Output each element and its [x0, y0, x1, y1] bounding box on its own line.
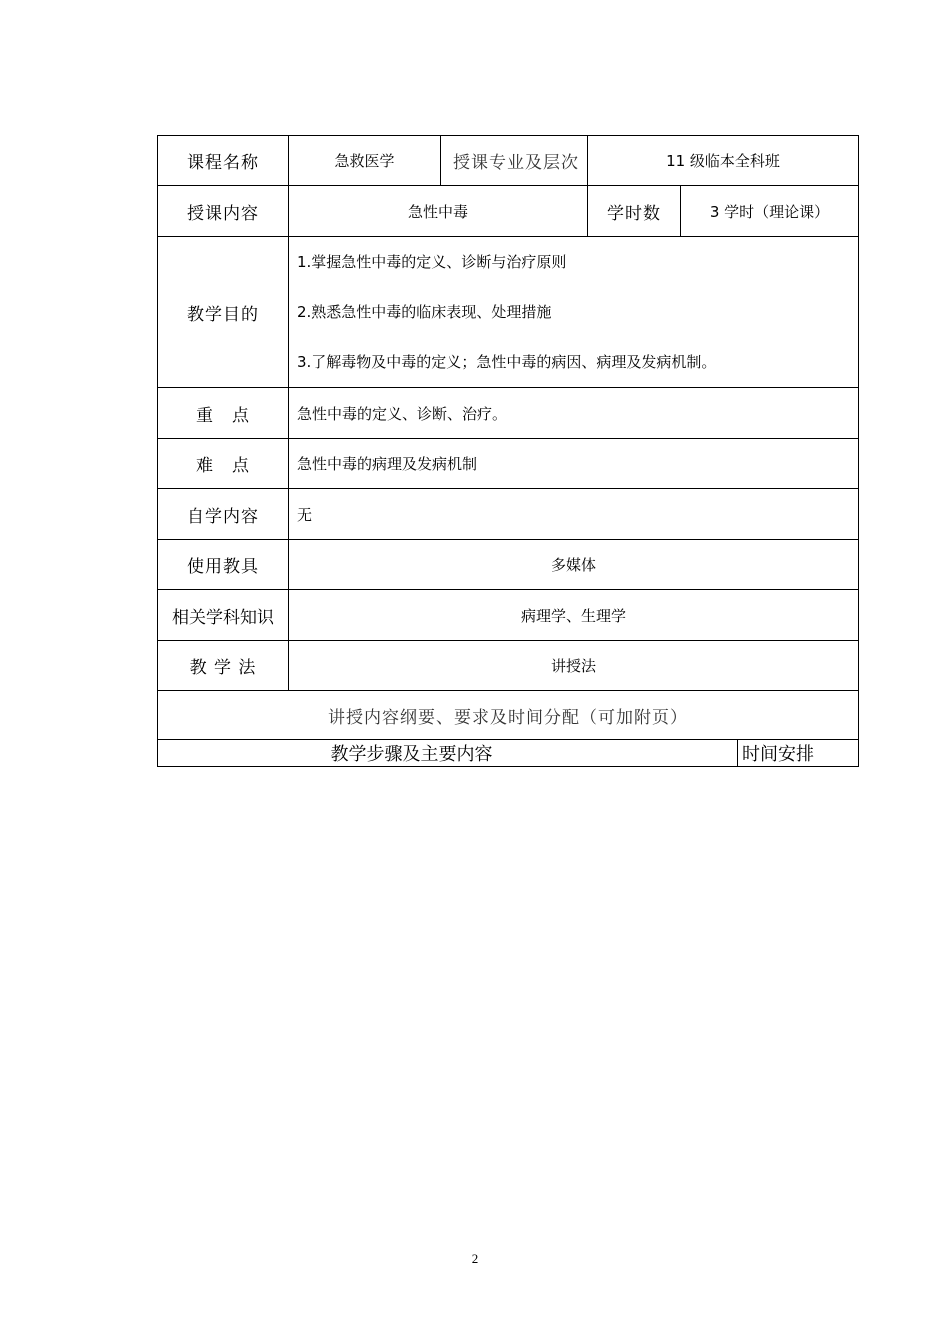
- difficult-points-value: 急性中毒的病理及发病机制: [289, 439, 859, 489]
- hours-value: 3 学时（理论课）: [681, 186, 859, 237]
- goals-label: 教学目的: [158, 237, 289, 388]
- key-points-value: 急性中毒的定义、诊断、治疗。: [289, 388, 859, 439]
- row-goals: [158, 237, 859, 388]
- related-subjects-value: 病理学、生理学: [289, 590, 859, 641]
- lesson-plan-table: [157, 135, 859, 767]
- row-tools: [158, 540, 859, 590]
- method-label: 教 学 法: [158, 641, 289, 691]
- row-outline-header: [158, 691, 859, 740]
- method-value: 讲授法: [289, 641, 859, 691]
- outline-header: 讲授内容纲要、要求及时间分配（可加附页）: [158, 691, 859, 740]
- major-level-value: 11 级临本全科班: [588, 136, 859, 186]
- self-study-label: 自学内容: [158, 489, 289, 540]
- time-header: 时间安排: [738, 740, 859, 767]
- related-subjects-label: 相关学科知识: [158, 590, 289, 641]
- page-number: 2: [471, 1251, 479, 1266]
- content-value: 急性中毒: [289, 186, 588, 237]
- tools-value: 多媒体: [289, 540, 859, 590]
- tools-label: 使用教具: [158, 540, 289, 590]
- key-points-label: 重 点: [158, 388, 289, 439]
- hours-label: 学时数: [588, 186, 681, 237]
- row-course-name: [158, 136, 859, 186]
- goal-item: 2.熟悉急性中毒的临床表现、处理措施: [297, 303, 552, 321]
- difficult-points-label: 难 点: [158, 439, 289, 489]
- goal-item: 3.了解毒物及中毒的定义；急性中毒的病因、病理及发病机制。: [297, 353, 717, 371]
- steps-header: 教学步骤及主要内容: [158, 740, 738, 767]
- row-method: [158, 641, 859, 691]
- self-study-value: 无: [289, 489, 859, 540]
- row-steps-header: [158, 740, 859, 767]
- course-name-label: 课程名称: [158, 136, 289, 186]
- content-label: 授课内容: [158, 186, 289, 237]
- goal-item: 1.掌握急性中毒的定义、诊断与治疗原则: [297, 253, 567, 271]
- row-self-study: [158, 489, 859, 540]
- row-content: [158, 186, 859, 237]
- course-name-value: 急救医学: [289, 136, 441, 186]
- row-key-points: [158, 388, 859, 439]
- goals-list: [289, 237, 859, 388]
- major-level-label: 授课专业及层次: [441, 136, 588, 186]
- row-difficult-points: [158, 439, 859, 489]
- row-related-subjects: [158, 590, 859, 641]
